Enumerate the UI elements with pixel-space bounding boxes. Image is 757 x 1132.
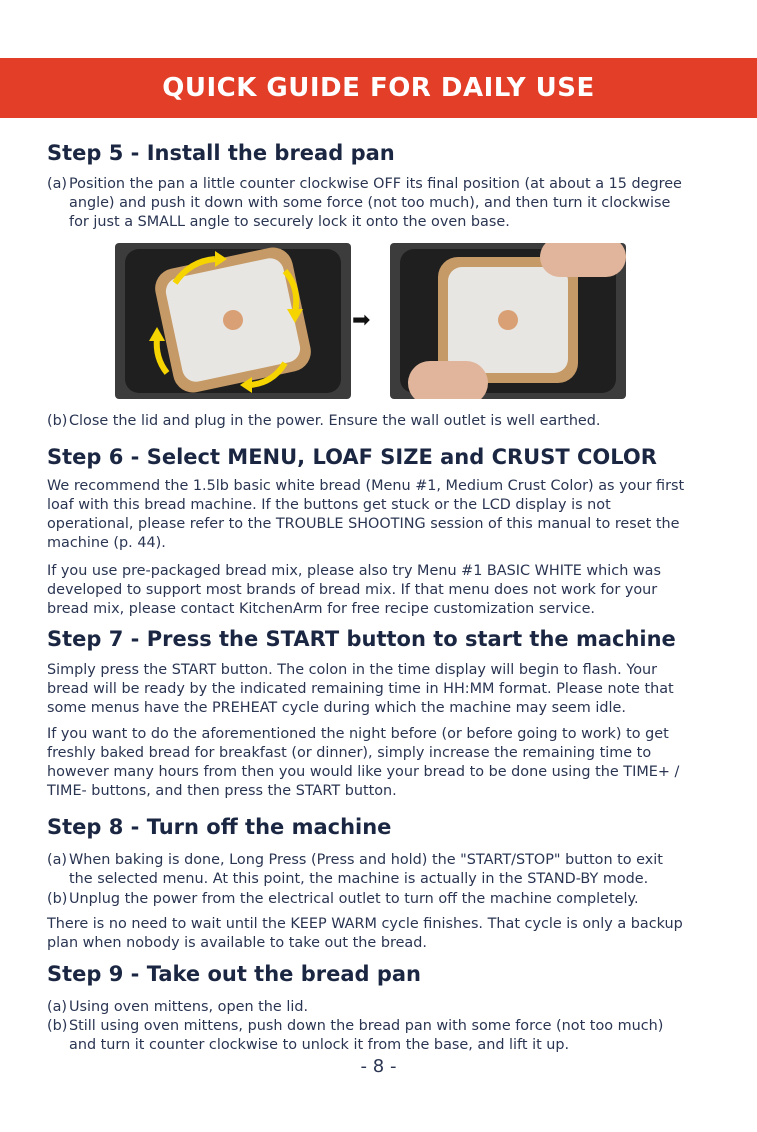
left-hand bbox=[408, 361, 488, 399]
rotation-arrows-icon bbox=[115, 243, 351, 399]
step8-paragraph: There is no need to wait until the KEEP WARM cycle finishes. That cycle is only a backup plan when nobody is available to take out the bread. bbox=[47, 916, 683, 951]
step5-heading: Step 5 - Install the bread pan bbox=[47, 141, 395, 165]
step5-item-b-text: Close the lid and plug in the power. Ensure the wall outlet is well earthed. bbox=[69, 413, 601, 429]
step5-item-a bbox=[47, 175, 687, 232]
step9-item-b-text: Still using oven mittens, push down the bread pan with some force (not too much) and turn it counter clockwise to unlock it from the base, and lift it up. bbox=[69, 1018, 664, 1053]
step8-item-a-text: When baking is done, Long Press (Press and hold) the "START/STOP" button to exit the selected menu. At this point, the machine is actually in the STAND-BY mode. bbox=[69, 852, 663, 887]
step9-item-a-text: Using oven mittens, open the lid. bbox=[69, 999, 309, 1015]
step9-item-a-label: (a) bbox=[47, 999, 68, 1015]
step9-item-b-label: (b) bbox=[47, 1018, 68, 1034]
step9-heading: Step 9 - Take out the bread pan bbox=[47, 962, 422, 986]
page-number: - 8 - bbox=[360, 1056, 397, 1077]
step6-heading: Step 6 - Select MENU, LOAF SIZE and CRUST COLOR bbox=[47, 445, 657, 469]
banner-title: QUICK GUIDE FOR DAILY USE bbox=[162, 73, 595, 103]
step5-item-b bbox=[47, 412, 687, 431]
step8-heading: Step 8 - Turn off the machine bbox=[47, 815, 392, 839]
pan-locked-photo bbox=[390, 243, 626, 399]
step7-paragraph-1: Simply press the START button. The colon in the time display will begin to flash. Your bread will be ready by the indicated remaining time in HH:MM format. Please note that some menus have the PREHEAT cycle during which the machine may seem idle. bbox=[47, 662, 674, 716]
pan-interior bbox=[448, 267, 568, 373]
step5-item-a-text: Position the pan a little counter clockwise OFF its final position (at about a 15 degree angle) and push it down with some force (not too much), and then turn it clockwise for just a SMALL angle to securely lock it onto the oven base. bbox=[69, 176, 682, 230]
step8-item-b bbox=[47, 890, 687, 909]
step9-item-a bbox=[47, 998, 687, 1017]
right-hand bbox=[540, 243, 626, 277]
step7-heading: Step 7 - Press the START button to start the machine bbox=[47, 627, 676, 651]
step6-paragraph-1: We recommend the 1.5lb basic white bread (Menu #1, Medium Crust Color) as your first loaf with this bread machine. If the buttons get stuck or the LCD display is not operational, please refer to the TROUBLE SHOOTING session of this manual to reset the machine (p. 44). bbox=[47, 478, 685, 551]
step8-item-a-label: (a) bbox=[47, 852, 68, 868]
step8-item-a bbox=[47, 851, 687, 889]
quick-guide-banner bbox=[0, 58, 757, 118]
pan-offset-photo bbox=[115, 243, 351, 399]
step7-paragraph-2: If you want to do the aforementioned the night before (or before going to work) to get freshly baked bread for breakfast (or dinner), simply increase the remaining time to however many hours from then you would like your bread to be done using the TIME+ / TIME- buttons, and then press the START button. bbox=[47, 726, 680, 799]
step6-paragraph-2: If you use pre-packaged bread mix, please also try Menu #1 BASIC WHITE which was developed to support most brands of bread mix. If that menu does not work for your bread mix, please contact KitchenArm for free recipe customization service. bbox=[47, 563, 661, 617]
step8-item-b-label: (b) bbox=[47, 891, 68, 907]
step8-item-b-text: Unplug the power from the electrical outlet to turn off the machine completely. bbox=[69, 891, 639, 907]
next-step-arrow-icon: ➡ bbox=[352, 308, 371, 333]
step5-item-b-label: (b) bbox=[47, 413, 68, 429]
step9-item-b bbox=[47, 1017, 687, 1055]
step5-item-a-label: (a) bbox=[47, 176, 68, 192]
kneading-paddle bbox=[498, 310, 518, 330]
